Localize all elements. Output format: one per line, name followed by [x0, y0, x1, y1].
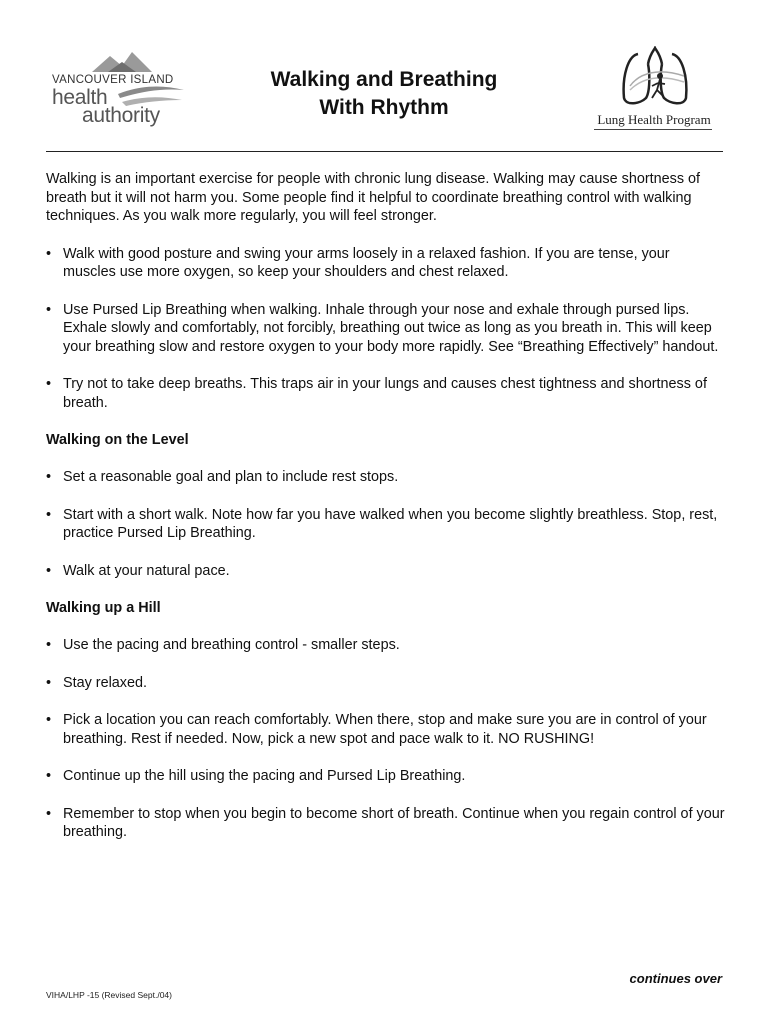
- list-item-text: Try not to take deep breaths. This traps air in your lungs and causes chest tightness and shortness of breath.: [63, 376, 707, 411]
- list-item: [46, 301, 726, 357]
- list-item: [46, 468, 726, 487]
- viha-logo: [48, 50, 188, 130]
- bullet-marker: •: [46, 506, 52, 523]
- hill-walking-list: [46, 636, 726, 842]
- bullet-marker: •: [46, 712, 52, 728]
- list-item: [46, 636, 726, 655]
- title-line-1: Walking and Breathing: [270, 68, 498, 91]
- header-divider: [46, 151, 723, 152]
- list-item-text: Set a reasonable goal and plan to include rest stops.: [63, 469, 399, 485]
- list-item-text: Walk with good posture and swing your arms loosely in a relaxed fashion. If you are tense, your muscles use more oxygen, so keep your shoulders and chest relaxed.: [63, 245, 670, 280]
- list-item-text: Start with a short walk. Note how far you have walked when you become slightly breathless. Stop, rest, practice Pursed Lip Breathing.: [63, 506, 718, 541]
- bullet-marker: •: [46, 245, 52, 262]
- document-code: VIHA/LHP -15 (Revised Sept./04): [46, 990, 172, 1000]
- list-item-text: Pick a location you can reach comfortably. When there, stop and make sure you are in control of your breathing. Rest if needed. Now, pick a new spot and pace walk to it. NO RUSHING!: [63, 712, 707, 747]
- bullet-marker: •: [46, 768, 52, 784]
- page-title: [234, 66, 534, 122]
- viha-logo-line2: health: [52, 86, 108, 109]
- document-body: [46, 170, 726, 861]
- title-line-2: With Rhythm: [319, 96, 449, 119]
- section-heading-level: Walking on the Level: [46, 432, 189, 448]
- list-item-text: Stay relaxed.: [63, 674, 147, 691]
- list-item: [46, 805, 726, 842]
- bullet-marker: •: [46, 469, 52, 485]
- intro-paragraph: Walking is an important exercise for people with chronic lung disease. Walking may cause shortness of breath but it will not harm you. Some people find it helpful to coordinate breathing control with walking techniques. As you walk more regularly, you will feel stronger.: [46, 171, 701, 224]
- list-item-text: Continue up the hill using the pacing and Pursed Lip Breathing.: [63, 768, 466, 784]
- general-tips-list: [46, 245, 726, 413]
- bullet-marker: •: [46, 376, 52, 392]
- continues-over-note: continues over: [629, 971, 722, 986]
- list-item: [46, 767, 726, 786]
- level-walking-list: [46, 468, 726, 580]
- list-item-text: Remember to stop when you begin to become short of breath. Continue when you regain control of your breathing.: [63, 805, 725, 840]
- list-item: [46, 711, 726, 748]
- bullet-marker: •: [46, 674, 52, 691]
- program-logo-label: Lung Health Program: [597, 112, 711, 127]
- bullet-marker: •: [46, 637, 52, 653]
- section-heading-hill: Walking up a Hill: [46, 600, 161, 616]
- list-item: [46, 375, 726, 412]
- bullet-marker: •: [46, 301, 52, 318]
- list-item: [46, 245, 726, 282]
- list-item-text: Use the pacing and breathing control - smaller steps.: [63, 637, 400, 653]
- list-item-text: Use Pursed Lip Breathing when walking. Inhale through your nose and exhale through pursed lips. Exhale slowly and comfortably, not forcibly, breathing out twice as long as you breath in. This will keep your breathing slow and restore oxygen to your body more rapidly. See “Breathing Effectively” handout.: [63, 301, 719, 355]
- bullet-marker: •: [46, 562, 52, 579]
- lungs-runner-icon: [600, 46, 710, 110]
- bullet-marker: •: [46, 805, 52, 822]
- viha-logo-line3: authority: [82, 104, 160, 127]
- lung-health-program-logo: [588, 46, 718, 132]
- viha-logo-line1: VANCOUVER ISLAND: [52, 74, 174, 86]
- list-item: [46, 506, 726, 543]
- list-item-text: Walk at your natural pace.: [63, 562, 230, 579]
- list-item: [46, 674, 726, 693]
- program-logo-underline: [594, 129, 712, 130]
- list-item: [46, 562, 726, 581]
